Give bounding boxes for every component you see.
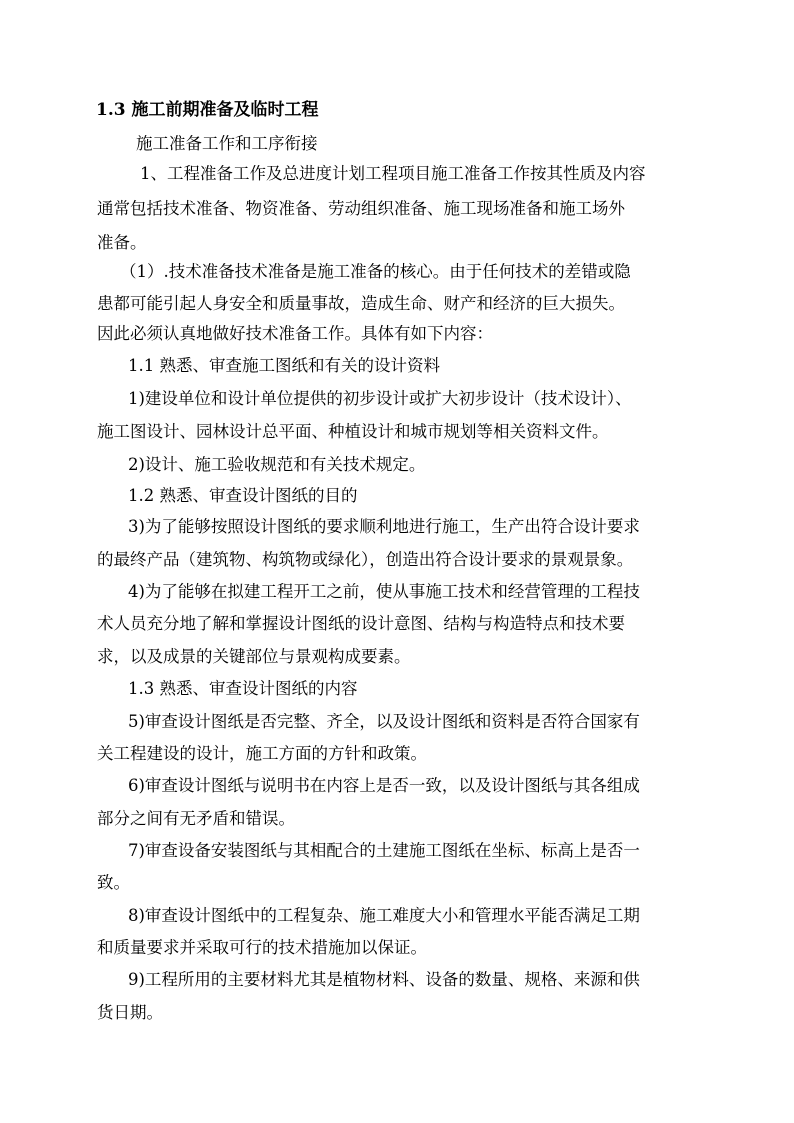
paragraph-line: 9)工程所用的主要材料尤其是植物材料、设备的数量、规格、来源和供 xyxy=(128,970,640,989)
paragraph-line: 通常包括技术准备、物资准备、劳动组织准备、施工现场准备和施工场外 xyxy=(97,199,625,218)
paragraph-line: 1)建设单位和设计单位提供的初步设计或扩大初步设计（技术设计）、 xyxy=(128,389,632,408)
section-heading: 1.2 熟悉、审查设计图纸的目的 xyxy=(128,486,358,505)
paragraph-line: （1）.技术准备技术准备是施工准备的核心。由于任何技术的差错或隐 xyxy=(120,262,631,281)
section-heading: 1.1 熟悉、审查施工图纸和有关的设计资料 xyxy=(128,356,440,375)
paragraph-line: 4)为了能够在拟建工程开工之前，使从事施工技术和经营管理的工程技 xyxy=(128,582,640,601)
paragraph-line: 3)为了能够按照设计图纸的要求顺利地进行施工，生产出符合设计要求 xyxy=(128,517,640,536)
page-title: 1.3 施工前期准备及临时工程 xyxy=(96,100,319,120)
paragraph-line: 和质量要求并采取可行的技术措施加以保证。 xyxy=(97,938,427,957)
paragraph-line: 患都可能引起人身安全和质量事故，造成生命、财产和经济的巨大损失。 xyxy=(97,294,625,313)
paragraph-line: 关工程建设的设计，施工方面的方针和政策。 xyxy=(97,744,427,763)
paragraph-line: 5)审查设计图纸是否完整、齐全，以及设计图纸和资料是否符合国家有 xyxy=(128,712,640,731)
paragraph-line: 施工图设计、园林设计总平面、种植设计和城市规划等相关资料文件。 xyxy=(97,422,609,441)
paragraph-line: 致。 xyxy=(97,873,130,892)
section-subtitle: 施工准备工作和工序衔接 xyxy=(136,134,318,153)
paragraph-line: 1、工程准备工作及总进度计划工程项目施工准备工作按其性质及内容 xyxy=(140,164,646,183)
paragraph-line: 6)审查设计图纸与说明书在内容上是否一致，以及设计图纸与其各组成 xyxy=(128,776,640,795)
paragraph-line: 8)审查设计图纸中的工程复杂、施工难度大小和管理水平能否满足工期 xyxy=(128,906,640,925)
paragraph-line: 2)设计、施工验收规范和有关技术规定。 xyxy=(128,455,426,474)
paragraph-line: 7)审查设备安装图纸与其相配合的土建施工图纸在坐标、标高上是否一 xyxy=(128,841,640,860)
paragraph-line: 求，以及成景的关键部位与景观构成要素。 xyxy=(97,647,411,666)
paragraph-line: 货日期。 xyxy=(97,1003,163,1022)
paragraph-line: 准备。 xyxy=(97,233,147,252)
paragraph-line: 术人员充分地了解和掌握设计图纸的设计意图、结构与构造特点和技术要 xyxy=(97,614,625,633)
section-heading: 1.3 熟悉、审查设计图纸的内容 xyxy=(128,679,358,698)
paragraph-line: 部分之间有无矛盾和错误。 xyxy=(97,809,295,828)
paragraph-line: 因此必须认真地做好技术准备工作。具体有如下内容： xyxy=(97,324,493,343)
paragraph-line: 的最终产品（建筑物、构筑物或绿化），创造出符合设计要求的景观景象。 xyxy=(97,550,634,569)
